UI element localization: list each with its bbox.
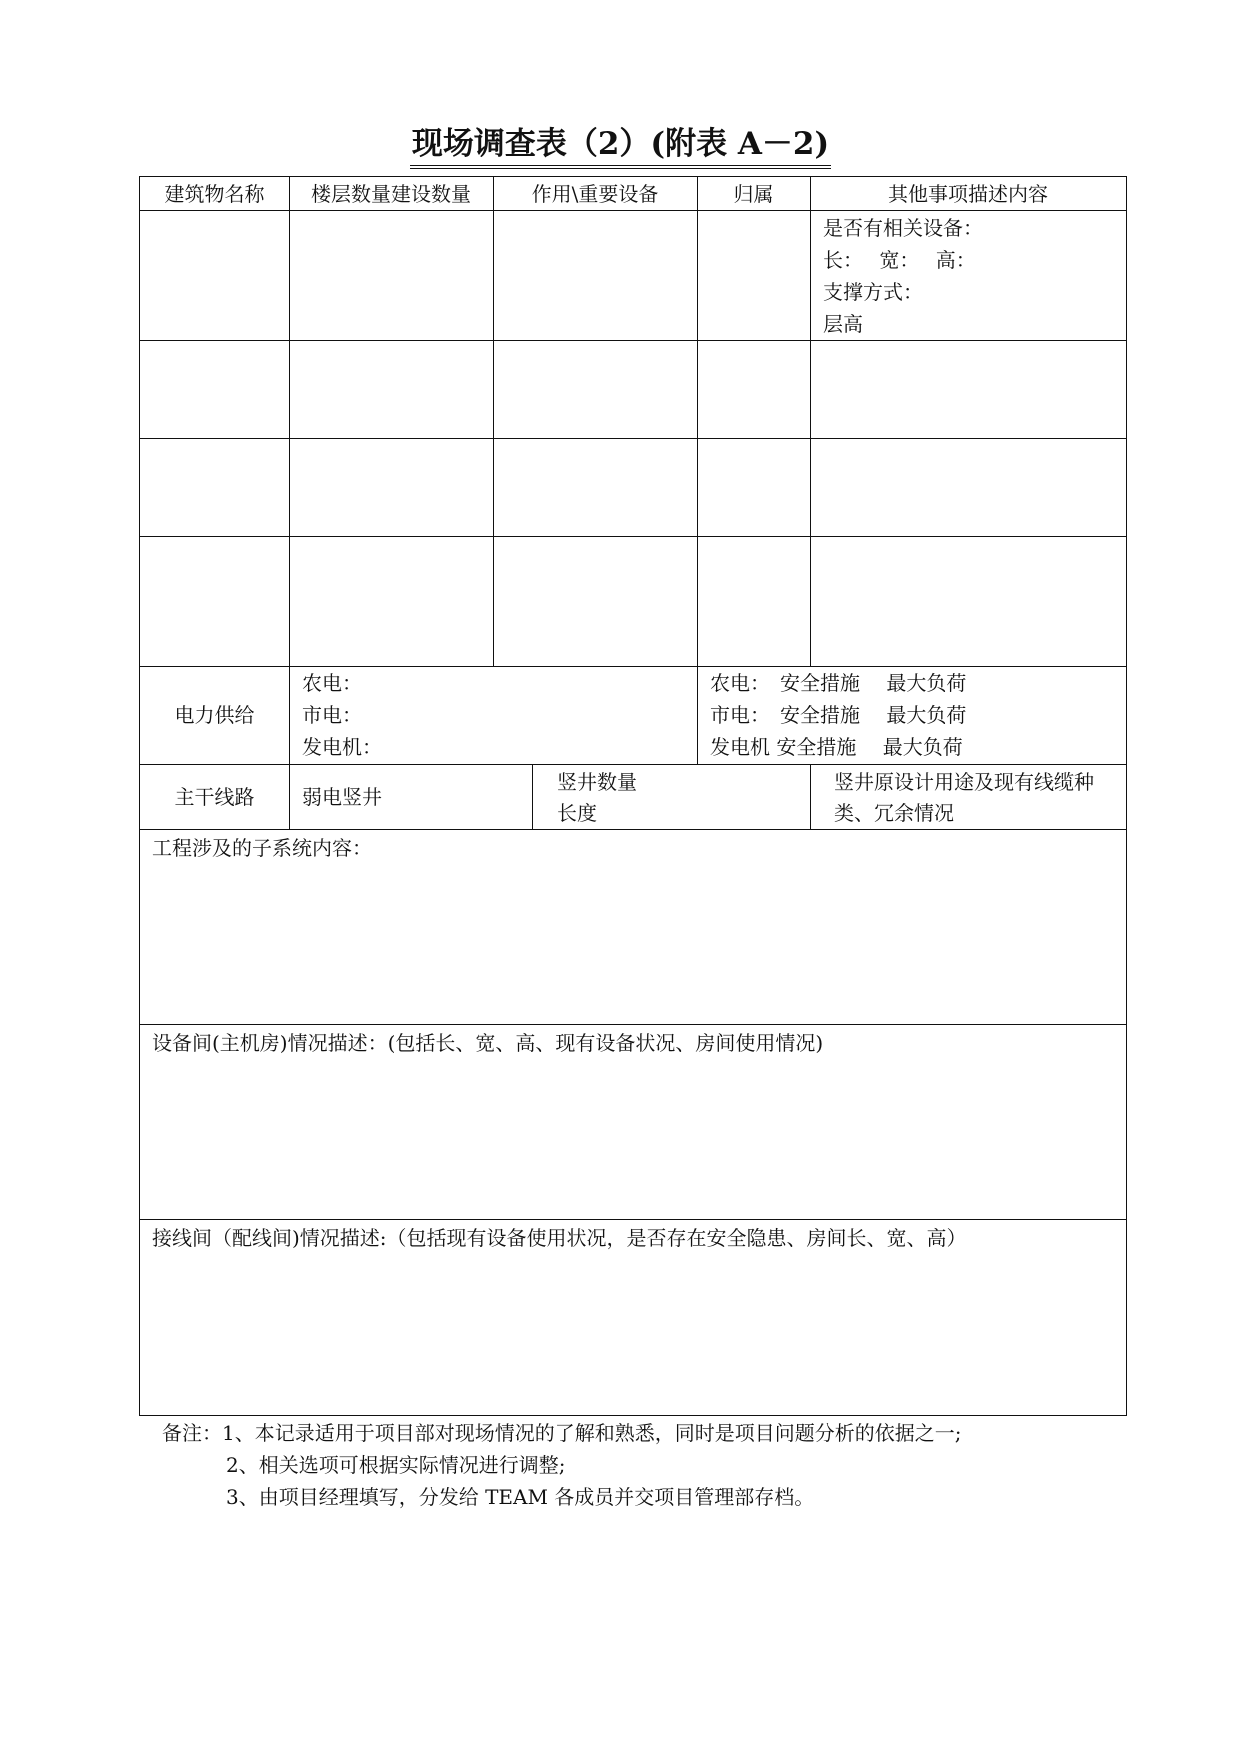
- header-other-notes: 其他事项描述内容: [888, 182, 1048, 206]
- table-rule: [697, 177, 698, 666]
- table-rule: [140, 536, 1126, 537]
- subsystem-content-label: 工程涉及的子系统内容：: [152, 836, 372, 860]
- dimensions-label: 长： 宽： 高：: [823, 248, 976, 272]
- table-rule: [289, 177, 290, 666]
- table-rule: [532, 764, 533, 829]
- shaft-count-label: 竖井数量: [557, 770, 637, 794]
- remark-note-1: 备注：1、本记录适用于项目部对现场情况的了解和熟悉，同时是项目问题分析的依据之一;: [162, 1421, 962, 1445]
- table-rule: [289, 666, 290, 764]
- table-rule: [810, 177, 811, 666]
- power-supply-label: 电力供给: [174, 703, 255, 727]
- page-title: 现场调查表（2）(附表 A－2): [0, 124, 1241, 169]
- table-rule: [140, 210, 1126, 211]
- table-rule: [140, 1024, 1126, 1025]
- power-city-field: 市电：: [302, 703, 362, 727]
- header-floor-count: 楼层数量建设数量: [311, 182, 471, 206]
- table-rule: [140, 764, 1126, 765]
- table-rule: [289, 764, 290, 829]
- power-city-safety: 市电： 安全措施 最大负荷: [710, 703, 967, 727]
- table-rule: [140, 340, 1126, 341]
- floor-height-label: 层高: [823, 312, 863, 336]
- weak-current-shaft-label: 弱电竖井: [302, 785, 382, 809]
- table-rule: [493, 177, 494, 666]
- table-rule: [810, 764, 811, 829]
- equipment-room-label: 设备间(主机房)情况描述：(包括长、宽、高、现有设备状况、房间使用情况): [152, 1031, 824, 1055]
- table-rule: [140, 829, 1126, 830]
- support-method-label: 支撑方式：: [823, 280, 923, 304]
- remark-note-3: 3、由项目经理填写，分发给 TEAM 各成员并交项目管理部存档。: [226, 1485, 815, 1509]
- shaft-purpose-label: 竖井原设计用途及现有线缆种: [834, 770, 1094, 794]
- header-building-name: 建筑物名称: [164, 182, 265, 206]
- table-rule: [140, 438, 1126, 439]
- wiring-room-label: 接线间（配线间)情况描述:（包括现有设备使用状况，是否存在安全隐患、房间长、宽、高）: [152, 1226, 967, 1250]
- remark-note-2: 2、相关选项可根据实际情况进行调整;: [226, 1453, 566, 1477]
- power-generator-field: 发电机：: [302, 735, 382, 759]
- power-rural-safety: 农电： 安全措施 最大负荷: [710, 671, 967, 695]
- header-function-equipment: 作用\重要设备: [531, 182, 659, 206]
- header-ownership: 归属: [733, 182, 774, 206]
- shaft-purpose-label-cont: 类、冗余情况: [834, 801, 954, 825]
- survey-table: [139, 176, 1127, 1416]
- shaft-length-label: 长度: [557, 801, 597, 825]
- table-rule: [140, 666, 1126, 667]
- table-rule: [140, 1219, 1126, 1220]
- trunk-line-label: 主干线路: [174, 785, 255, 809]
- power-rural-field: 农电：: [302, 671, 362, 695]
- table-rule: [697, 666, 698, 764]
- power-generator-safety: 发电机 安全措施 最大负荷: [710, 735, 963, 759]
- related-equipment-label: 是否有相关设备：: [823, 216, 983, 240]
